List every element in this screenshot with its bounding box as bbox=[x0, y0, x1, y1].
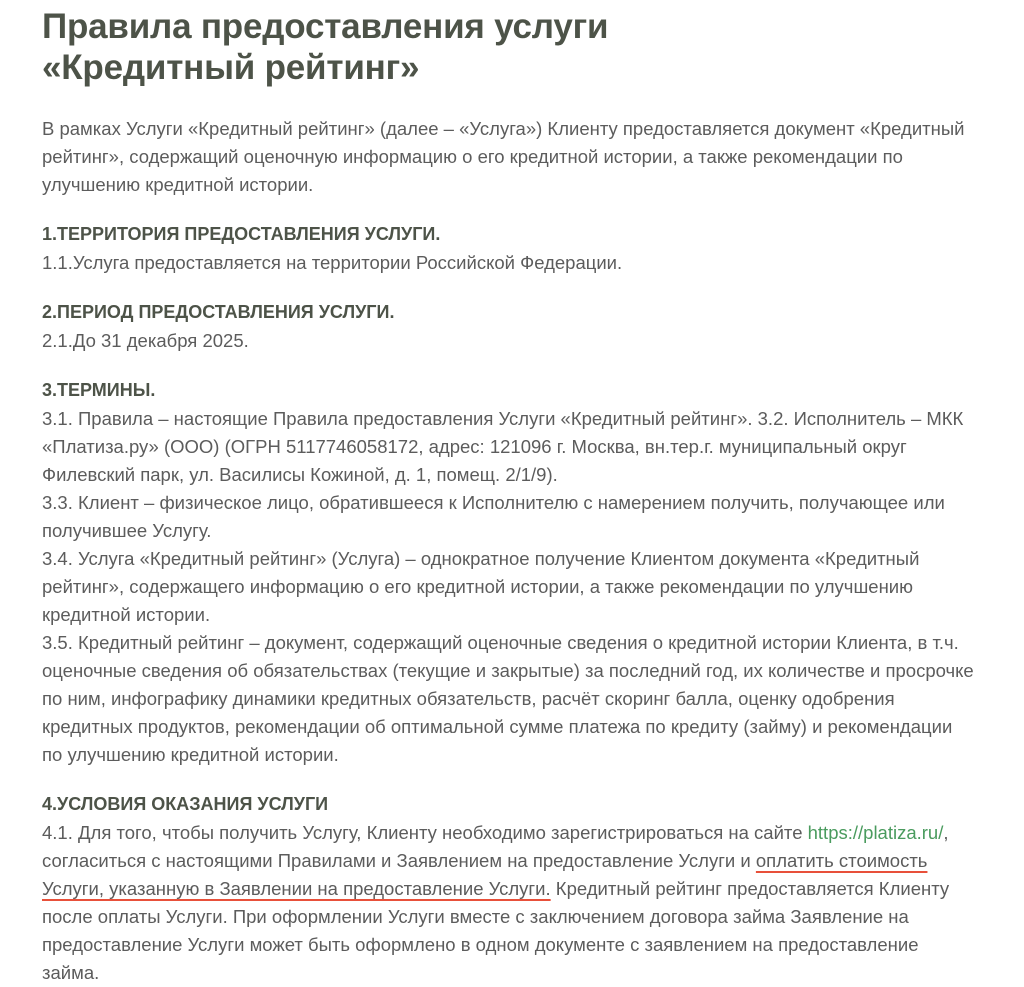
paragraph-4-1-text-before-link: 4.1. Для того, чтобы получить Услугу, Клиенту необходимо зарегистрироваться на сайте bbox=[42, 822, 808, 843]
section-3-heading: 3.ТЕРМИНЫ. bbox=[42, 380, 156, 400]
page-title bbox=[42, 0, 974, 88]
section-3-paragraph-4: 3.5. Кредитный рейтинг – документ, содержащий оценочные сведения о кредитной истории Клиента, в т.ч. оценочные сведения об обязательствах (текущие и закрытые) за последний год, их количестве и просрочке по ним, инфографику динамики кредитных обязательств, расчёт скоринг балла, оценку одобрения кредитных продуктов, рекомендации об оптимальной сумме платежа по кредиту (займу) и рекомендации по улучшению кредитной истории. bbox=[42, 632, 974, 765]
section-1 bbox=[42, 199, 974, 277]
section-2-heading: 2.ПЕРИОД ПРЕДОСТАВЛЕНИЯ УСЛУГИ. bbox=[42, 302, 395, 322]
section-3-paragraph-2: 3.3. Клиент – физическое лицо, обратившееся к Исполнителю с намерением получить, получающее или получившее Услугу. bbox=[42, 492, 945, 541]
section-4-paragraph-1 bbox=[42, 819, 974, 987]
section-1-heading: 1.ТЕРРИТОРИЯ ПРЕДОСТАВЛЕНИЯ УСЛУГИ. bbox=[42, 224, 441, 244]
section-3-paragraph-3: 3.4. Услуга «Кредитный рейтинг» (Услуга) – однократное получение Клиентом документа «Кредитный рейтинг», содержащего информацию о его кредитной истории, а также рекомендации по улучшению кредитной истории. bbox=[42, 548, 920, 625]
spell-check-underlined-text: оплатить стоимость Услуги, указанную в Заявлении на предоставление Услуги. bbox=[42, 850, 928, 899]
platiza-website-link[interactable]: https://platiza.ru/ bbox=[807, 822, 944, 843]
section-3 bbox=[42, 355, 974, 769]
section-4 bbox=[42, 769, 974, 987]
paragraph-4-1-text-after-link: , согласиться с настоящими Правилами и Заявлением на предоставление Услуги и bbox=[42, 822, 949, 871]
section-1-paragraph-1: 1.1.Услуга предоставляется на территории Российской Федерации. bbox=[42, 252, 623, 273]
section-2-paragraph-1: 2.1.До 31 декабря 2025. bbox=[42, 330, 249, 351]
section-3-paragraph-1: 3.1. Правила – настоящие Правила предоставления Услуги «Кредитный рейтинг». 3.2. Исполнитель – МКК «Платиза.ру» (ООО) (ОГРН 5117746058172, адрес: 121096 г. Москва, вн.тер.г. муниципальный округ Филевский парк, ул. Василисы Кожиной, д. 1, помещ. 2/1/9). bbox=[42, 408, 964, 485]
section-2 bbox=[42, 277, 974, 355]
intro-paragraph: В рамках Услуги «Кредитный рейтинг» (далее – «Услуга») Клиенту предоставляется документ «Кредитный рейтинг», содержащий оценочную информацию о его кредитной истории, а также рекомендации по улучшению кредитной истории. bbox=[42, 118, 965, 195]
page-title-line-2: «Кредитный рейтинг» bbox=[42, 48, 420, 87]
page-title-line-1: Правила предоставления услуги bbox=[42, 7, 609, 46]
section-4-heading: 4.УСЛОВИЯ ОКАЗАНИЯ УСЛУГИ bbox=[42, 794, 329, 814]
paragraph-4-1-tail-text: Кредитный рейтинг предоставляется Клиенту после оплаты Услуги. При оформлении Услуги вместе с заключением договора займа Заявление на предоставление Услуги может быть оформлено в одном документе с заявлением на предоставление займа. bbox=[42, 878, 950, 983]
